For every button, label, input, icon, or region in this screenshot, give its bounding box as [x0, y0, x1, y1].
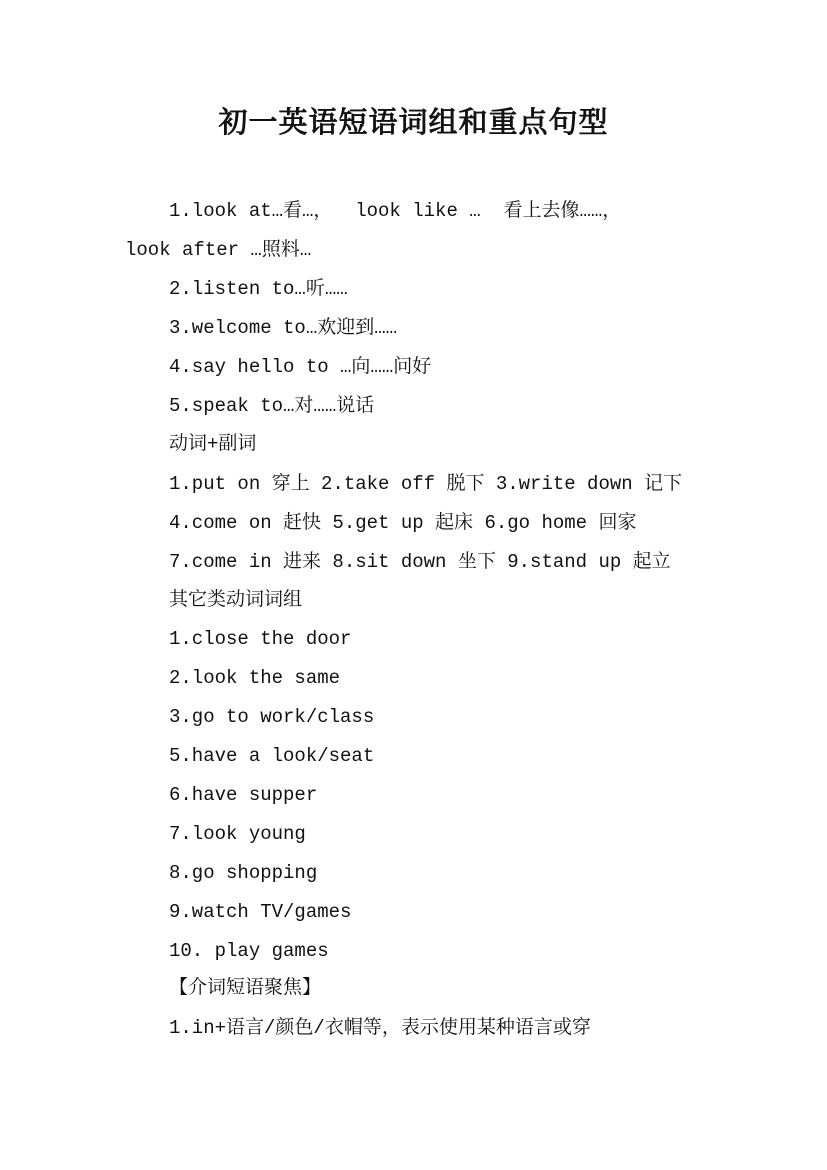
phrase-line-look: 1.look at…看…， look like … 看上去像……，: [169, 200, 622, 222]
section-heading-verb-adverb: 动词+副词: [169, 433, 257, 455]
phrase-line-close-door: 1.close the door: [169, 628, 352, 650]
phrase-line-come-in: 7.come in 进来 8.sit down 坐下 9.stand up 起立: [169, 551, 671, 573]
phrase-line-look-after: look after …照料…: [125, 239, 312, 261]
phrase-line-put-on: 1.put on 穿上 2.take off 脱下 3.write down 记下: [169, 473, 683, 495]
phrase-line-have-supper: 6.have supper: [169, 784, 318, 806]
section-heading-prepositions: 【介词短语聚焦】: [169, 977, 322, 999]
phrase-line-watch-tv: 9.watch TV/games: [169, 901, 352, 923]
phrase-line-listen: 2.listen to…听……: [169, 278, 348, 300]
phrase-line-welcome: 3.welcome to…欢迎到……: [169, 317, 398, 339]
phrase-line-have-look: 5.have a look/seat: [169, 745, 375, 767]
phrase-line-speak: 5.speak to…对……说话: [169, 395, 375, 417]
phrase-line-look-same: 2.look the same: [169, 667, 341, 689]
phrase-line-come-on: 4.come on 赶快 5.get up 起床 6.go home 回家: [169, 512, 637, 534]
phrase-line-look-young: 7.look young: [169, 823, 306, 845]
phrase-line-play-games: 10. play games: [169, 940, 329, 962]
section-heading-other-verbs: 其它类动词词组: [169, 589, 303, 611]
phrase-line-go-to-work: 3.go to work/class: [169, 706, 375, 728]
phrase-line-say-hello: 4.say hello to …向……问好: [169, 356, 432, 378]
phrase-line-in-language: 1.in+语言/颜色/衣帽等，表示使用某种语言或穿: [169, 1017, 591, 1039]
document-title: 初一英语短语词组和重点句型: [218, 105, 609, 139]
phrase-line-go-shopping: 8.go shopping: [169, 862, 318, 884]
